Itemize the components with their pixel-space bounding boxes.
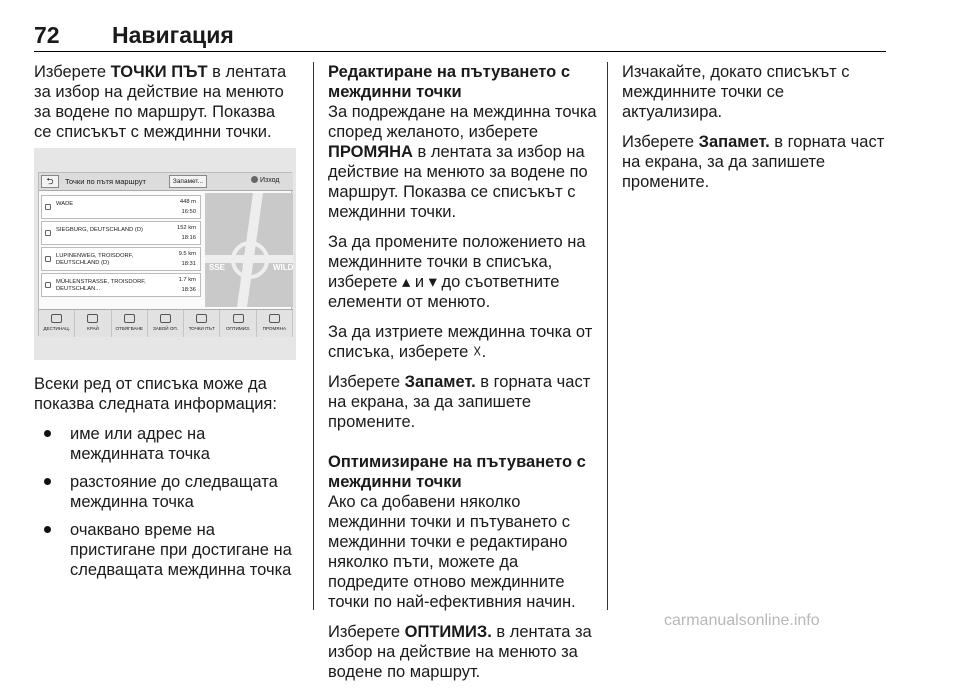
search-icon bbox=[51, 314, 62, 323]
list-item: име или адрес на междинната точка bbox=[40, 424, 296, 464]
screen-topbar bbox=[39, 173, 293, 191]
page-number: 72 bbox=[34, 22, 60, 48]
bullet-list bbox=[40, 424, 296, 580]
paragraph: Изчакайте, докато списъкът с междинните точки се актуализира. bbox=[622, 63, 850, 121]
paragraph: Всеки ред от списъка може да показва следната информация: bbox=[34, 375, 277, 413]
exit-icon bbox=[251, 176, 258, 183]
column-divider bbox=[313, 62, 314, 610]
waypoint-list bbox=[41, 195, 201, 299]
paragraph: За да изтриете междинна точка от списъка, изберете ☓. bbox=[328, 323, 593, 361]
paragraph: За подреждане на междинна точка според желаното, изберете ПРОМЯНА в лентата за избор на действие на менюто за водене по маршрут. Показва се списъкът с междинни точки. bbox=[328, 103, 597, 221]
softkey-destination[interactable]: ДЕСТИНАЦ. bbox=[39, 310, 75, 337]
column-divider bbox=[607, 62, 608, 610]
route-end-icon bbox=[87, 314, 98, 323]
list-item: разстояние до следващата междинна точка bbox=[40, 472, 296, 512]
page-header bbox=[34, 22, 886, 52]
column-3 bbox=[622, 62, 886, 202]
waypoint-row[interactable]: LUPINENWEG, TROISDORF, DEUTSCHLAND (D) 9.5 km 18:31 bbox=[41, 247, 201, 271]
map-label: SSE bbox=[209, 263, 226, 272]
waypoint-flag-icon bbox=[45, 256, 51, 262]
chapter-title: Навигация bbox=[112, 22, 234, 48]
avoid-icon bbox=[124, 314, 135, 323]
softkey-edit[interactable]: ПРОМЯНА bbox=[257, 310, 293, 337]
waypoint-flag-icon bbox=[45, 230, 51, 236]
column-1 bbox=[34, 62, 296, 152]
map-view[interactable] bbox=[205, 193, 293, 307]
screen-title: Точки по пътя маршрут bbox=[65, 177, 146, 186]
paragraph: Изберете ТОЧКИ ПЪТ в лентата за избор на действие на менюто за водене по маршрут. Показва се списъкът с междинни точки. bbox=[34, 63, 287, 141]
paragraph: Изберете ОПТИМИЗ. в лентата за избор на действие на менюто за водене по маршрут. bbox=[328, 623, 592, 681]
map-label: WILD bbox=[273, 263, 294, 272]
turn-list-icon bbox=[160, 314, 171, 323]
waypoint-row[interactable]: MÜHLENSTRASSE, TROISDORF, DEUTSCHLAN... 1.7 km 18:36 bbox=[41, 273, 201, 297]
edit-icon bbox=[269, 314, 280, 323]
column-2 bbox=[328, 62, 600, 692]
list-item: очаквано време на пристигане при достигане на следващата междинна точка bbox=[40, 520, 296, 580]
waypoint-row[interactable]: WADE 448 m 16:50 bbox=[41, 195, 201, 219]
softkey-turn[interactable]: ЗАВОЙ ОП. bbox=[148, 310, 184, 337]
paragraph: Ако са добавени няколко междинни точки и пътуването с междинни точки е редактирано няколко пъти, можете да подредите отново междинните точки по най-ефективния начин. bbox=[328, 493, 576, 611]
infotainment-screen bbox=[38, 172, 292, 336]
roundabout bbox=[231, 241, 269, 279]
waypoints-icon bbox=[196, 314, 207, 323]
optimize-icon bbox=[233, 314, 244, 323]
waypoint-row[interactable]: SIEGBURG, DEUTSCHLAND (D) 152 km 18:16 bbox=[41, 221, 201, 245]
softkey-end[interactable]: КРАЙ bbox=[75, 310, 111, 337]
screenshot-figure bbox=[34, 148, 296, 360]
action-selector-bar bbox=[39, 309, 293, 337]
column-1-lower bbox=[34, 374, 296, 588]
waypoint-flag-icon bbox=[45, 204, 51, 210]
section-heading: Редактиране на пътуването с междинни точки bbox=[328, 63, 571, 101]
exit-button[interactable]: Изход bbox=[251, 175, 291, 188]
paragraph: Изберете Запамет. в горната част на екрана, за да запишете промените. bbox=[328, 373, 591, 431]
paragraph: За да промените положението на междинните точки в списъка, изберете ▴ и ▾ до съответните елементи от менюто. bbox=[328, 233, 586, 311]
destination-flag-icon bbox=[45, 282, 51, 288]
softkey-optimize[interactable]: ОПТИМИЗ. bbox=[220, 310, 256, 337]
softkey-avoid[interactable]: ОТБЯГВАНЕ bbox=[112, 310, 148, 337]
softkey-waypoints[interactable]: ТОЧКИ ПЪТ bbox=[184, 310, 220, 337]
back-icon[interactable]: ⮌ bbox=[41, 175, 59, 188]
save-button[interactable]: Запамет... bbox=[169, 175, 207, 188]
paragraph: Изберете Запамет. в горната част на екрана, за да запишете промените. bbox=[622, 133, 885, 191]
watermark: carmanualsonline.info bbox=[664, 612, 820, 629]
section-heading: Оптимизиране на пътуването с междинни точки bbox=[328, 453, 586, 491]
